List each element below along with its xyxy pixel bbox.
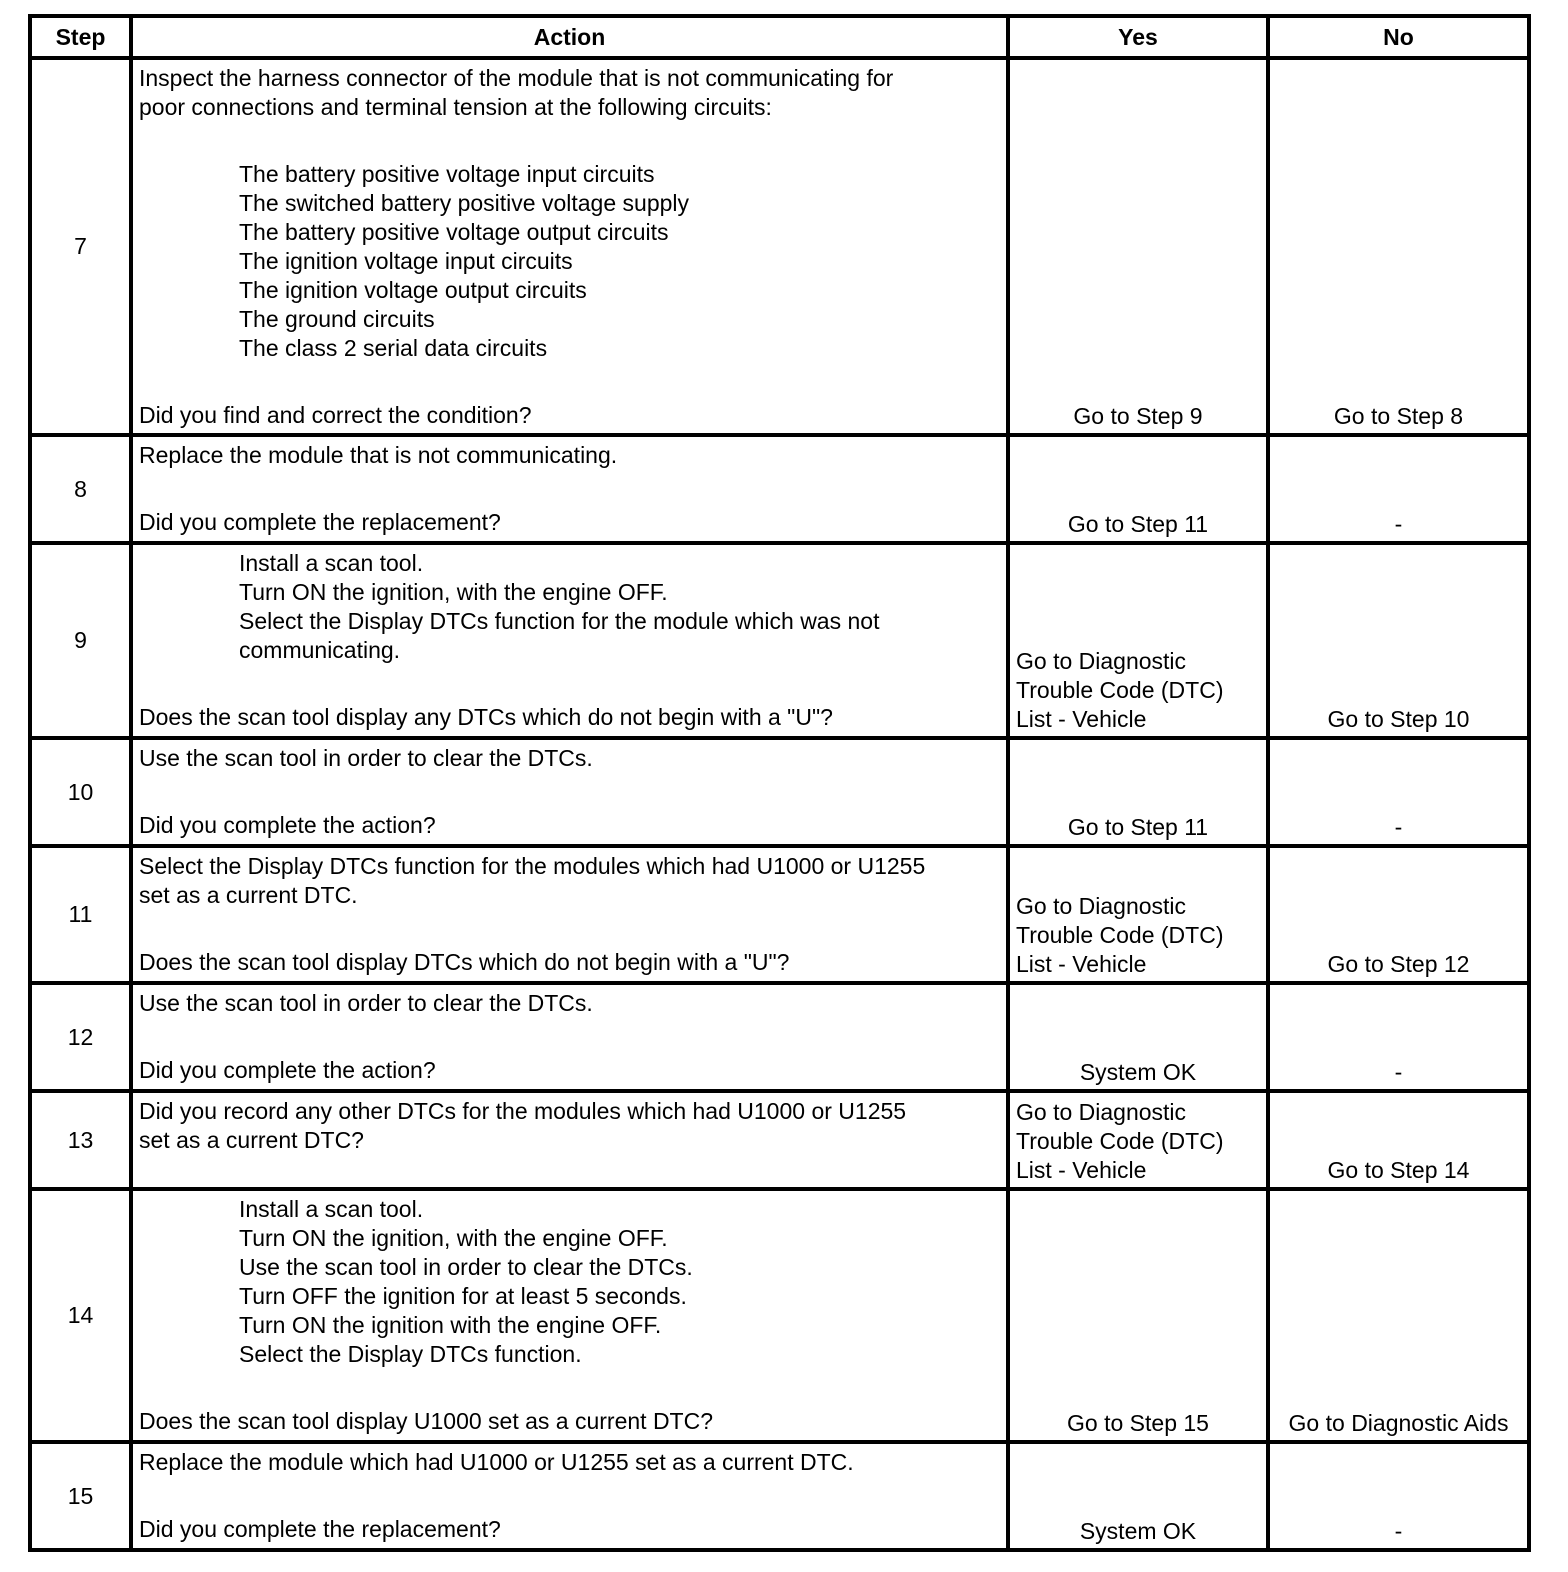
yes-cell xyxy=(1008,543,1268,738)
action-text: poor connections and terminal tension at the following circuits: xyxy=(139,94,772,120)
action-list-item: Turn ON the ignition with the engine OFF. xyxy=(239,1312,662,1338)
table-row xyxy=(30,1442,1529,1550)
action-list-item: Install a scan tool. xyxy=(239,1196,424,1222)
action-text: Use the scan tool in order to clear the DTCs. xyxy=(139,990,593,1016)
header-action: Action xyxy=(131,16,1008,58)
action-list-item: Install a scan tool. xyxy=(239,550,424,576)
action-cell xyxy=(131,846,1008,983)
yes-cell: System OK xyxy=(1008,983,1268,1091)
table-row xyxy=(30,1189,1529,1442)
action-list-item: The ignition voltage input circuits xyxy=(239,248,573,274)
yes-text: Trouble Code (DTC) xyxy=(1016,1128,1224,1154)
header-yes: Yes xyxy=(1008,16,1268,58)
header-row xyxy=(30,16,1529,58)
step-number: 15 xyxy=(30,1442,131,1550)
action-cell xyxy=(131,983,1008,1091)
action-list-item: The ignition voltage output circuits xyxy=(239,277,587,303)
action-list-item: Turn OFF the ignition for at least 5 seconds. xyxy=(239,1283,687,1309)
table-row xyxy=(30,738,1529,846)
action-list-item: Turn ON the ignition, with the engine OFF. xyxy=(239,579,668,605)
yes-cell: Go to Step 11 xyxy=(1008,435,1268,543)
yes-cell: System OK xyxy=(1008,1442,1268,1550)
yes-text: List - Vehicle xyxy=(1016,1157,1147,1183)
action-text: set as a current DTC? xyxy=(139,1127,364,1153)
yes-cell xyxy=(1008,846,1268,983)
action-text: Select the Display DTCs function for the modules which had U1000 or U1255 xyxy=(139,853,926,879)
action-list-item: The class 2 serial data circuits xyxy=(239,335,548,361)
action-list-item: The ground circuits xyxy=(239,306,435,332)
yes-text: Go to Diagnostic xyxy=(1016,648,1187,674)
action-question: Did you complete the action? xyxy=(139,812,436,838)
action-cell xyxy=(131,58,1008,435)
header-step: Step xyxy=(30,16,131,58)
action-list-item: Select the Display DTCs function. xyxy=(239,1341,582,1367)
action-list-item: The battery positive voltage input circuits xyxy=(239,161,655,187)
action-cell xyxy=(131,543,1008,738)
yes-text: Go to Diagnostic xyxy=(1016,893,1187,919)
no-cell: Go to Step 8 xyxy=(1268,58,1529,435)
action-text: set as a current DTC. xyxy=(139,882,358,908)
step-number: 7 xyxy=(30,58,131,435)
action-question: Did you complete the action? xyxy=(139,1057,436,1083)
action-question: Does the scan tool display DTCs which do not begin with a "U"? xyxy=(139,949,790,975)
action-text: Replace the module that is not communicating. xyxy=(139,442,618,468)
no-cell: - xyxy=(1268,435,1529,543)
action-text: Use the scan tool in order to clear the DTCs. xyxy=(139,745,593,771)
action-cell xyxy=(131,1189,1008,1442)
action-cell xyxy=(131,738,1008,846)
step-number: 10 xyxy=(30,738,131,846)
step-number: 11 xyxy=(30,846,131,983)
table-row xyxy=(30,846,1529,983)
action-list-item: The battery positive voltage output circuits xyxy=(239,219,669,245)
table-row xyxy=(30,543,1529,738)
table-row xyxy=(30,1091,1529,1189)
diagnostic-table xyxy=(28,14,1531,1552)
action-list-item: The switched battery positive voltage supply xyxy=(239,190,690,216)
yes-text: Trouble Code (DTC) xyxy=(1016,677,1224,703)
action-cell xyxy=(131,435,1008,543)
action-text: Inspect the harness connector of the module that is not communicating for xyxy=(139,65,894,91)
yes-cell xyxy=(1008,1091,1268,1189)
action-list-item: Turn ON the ignition, with the engine OFF. xyxy=(239,1225,668,1251)
action-cell xyxy=(131,1091,1008,1189)
yes-text: List - Vehicle xyxy=(1016,706,1147,732)
yes-cell: Go to Step 9 xyxy=(1008,58,1268,435)
action-question: Did you find and correct the condition? xyxy=(139,402,532,428)
action-text: Did you record any other DTCs for the modules which had U1000 or U1255 xyxy=(139,1098,907,1124)
action-question: Did you complete the replacement? xyxy=(139,1516,501,1542)
no-cell: - xyxy=(1268,1442,1529,1550)
table-row xyxy=(30,983,1529,1091)
action-question: Did you complete the replacement? xyxy=(139,509,501,535)
yes-text: Go to Diagnostic xyxy=(1016,1099,1187,1125)
action-text: Replace the module which had U1000 or U1255 set as a current DTC. xyxy=(139,1449,854,1475)
no-cell: - xyxy=(1268,983,1529,1091)
table-row xyxy=(30,435,1529,543)
step-number: 8 xyxy=(30,435,131,543)
no-cell: - xyxy=(1268,738,1529,846)
action-list-item: Use the scan tool in order to clear the DTCs. xyxy=(239,1254,693,1280)
action-question: Does the scan tool display U1000 set as a current DTC? xyxy=(139,1408,714,1434)
action-question: Does the scan tool display any DTCs which do not begin with a "U"? xyxy=(139,704,833,730)
no-cell: Go to Step 12 xyxy=(1268,846,1529,983)
no-cell: Go to Step 14 xyxy=(1268,1091,1529,1189)
step-number: 9 xyxy=(30,543,131,738)
no-cell: Go to Diagnostic Aids xyxy=(1268,1189,1529,1442)
yes-cell: Go to Step 15 xyxy=(1008,1189,1268,1442)
action-cell xyxy=(131,1442,1008,1550)
header-no: No xyxy=(1268,16,1529,58)
action-list-item: Select the Display DTCs function for the module which was not xyxy=(239,608,880,634)
step-number: 13 xyxy=(30,1091,131,1189)
table-row xyxy=(30,58,1529,435)
yes-text: List - Vehicle xyxy=(1016,951,1147,977)
step-number: 14 xyxy=(30,1189,131,1442)
action-list-item: communicating. xyxy=(239,637,401,663)
yes-text: Trouble Code (DTC) xyxy=(1016,922,1224,948)
yes-cell: Go to Step 11 xyxy=(1008,738,1268,846)
no-cell: Go to Step 10 xyxy=(1268,543,1529,738)
step-number: 12 xyxy=(30,983,131,1091)
